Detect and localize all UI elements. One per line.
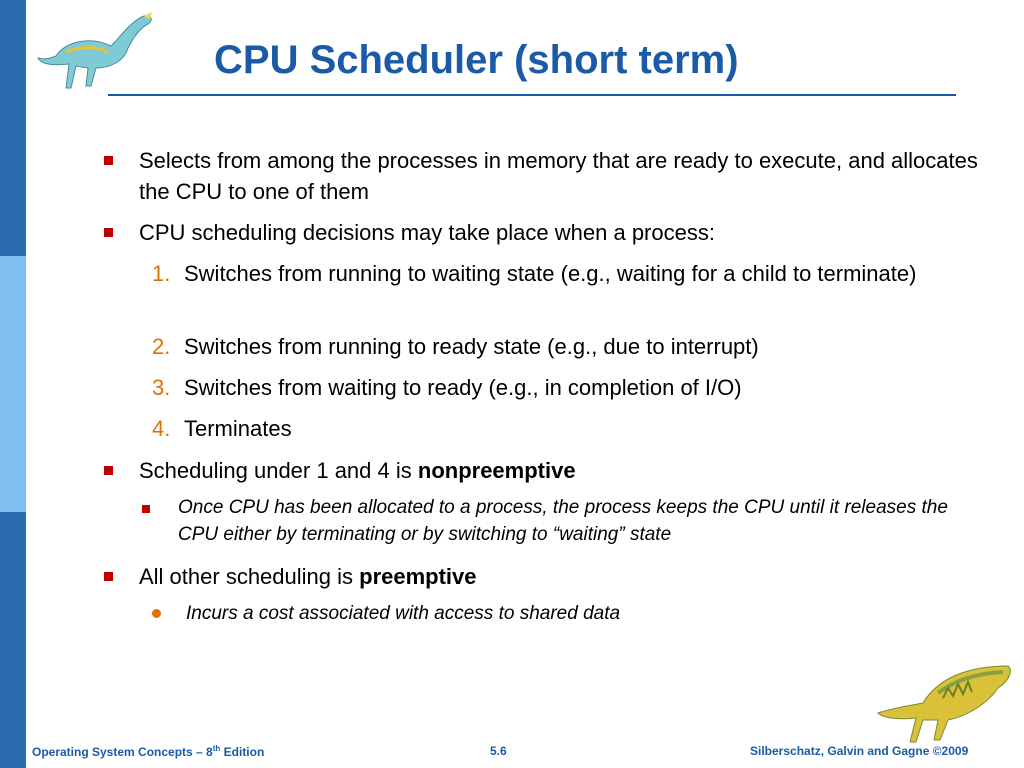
footer-edition-superscript: th [212,744,221,753]
bullet-text-prefix: All other scheduling is [139,564,360,589]
list-item: Terminates [184,416,292,441]
bullet-text [139,561,979,592]
dinosaur-logo-icon [868,658,1018,748]
footer-book-title-suffix: Edition [220,745,265,759]
bullet-marker [104,466,113,475]
bullet-text: Selects from among the processes in memory that are ready to execute, and allocates the CPU to one of them [139,148,978,204]
footer-book-title [32,744,264,759]
sub-bullet-text: Once CPU has been allocated to a process, the process keeps the CPU until it releases the CPU either by terminating or by switching to “waiting” state [178,497,948,545]
bullet-text-prefix: Scheduling under 1 and 4 is [139,458,418,483]
list-number: 3. [152,375,171,400]
footer-book-title-prefix: Operating System Concepts – 8 [32,745,213,759]
list-item: Switches from running to ready state (e.g., due to interrupt) [184,334,759,359]
footer-authors: Silberschatz, Galvin and Gagne ©2009 [750,744,969,758]
bullet-text-bold: nonpreemptive [417,458,576,483]
list-item: Switches from running to waiting state (e.g., waiting for a child to terminate) [184,261,917,286]
bullet-text [139,455,979,486]
sub-bullet-marker [152,609,161,618]
list-number: 1. [152,261,171,286]
bullet-marker [104,572,113,581]
list-number: 4. [152,416,171,441]
sub-bullet-marker [142,505,150,513]
bullet-marker [104,228,113,237]
sub-bullet-text: Incurs a cost associated with access to shared data [186,603,621,624]
slide-title: CPU Scheduler (short term) [214,38,739,82]
bullet-marker [104,156,113,165]
footer-page-number: 5.6 [490,744,507,758]
bullet-text-bold: preemptive [359,564,477,589]
list-item: Switches from waiting to ready (e.g., in completion of I/O) [184,375,742,400]
bullet-text: CPU scheduling decisions may take place when a process: [139,220,715,245]
list-number: 2. [152,334,171,359]
